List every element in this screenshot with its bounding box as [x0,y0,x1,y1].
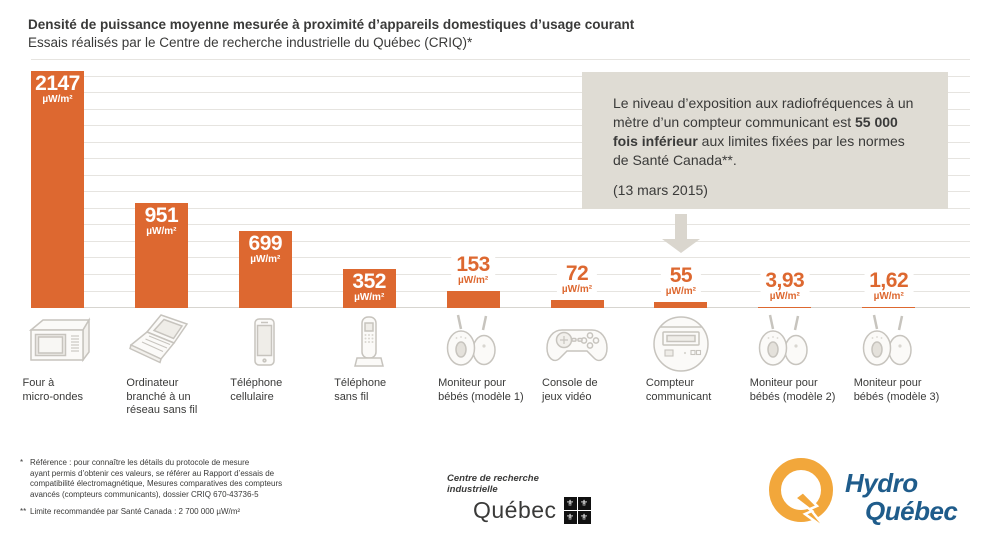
bar-unit: µW/m² [354,292,385,304]
bar-value: 153 [456,253,490,277]
footnote-line: avancés (compteurs communicants), dossier CRIQ 670-43736-5 [30,489,259,499]
footnote [20,507,330,518]
device-label-line: Console de [542,377,598,389]
footnote-line: ayant permis d’obtenir ces valeurs, se référer au Rapport d’essais de [30,468,275,478]
bar-unit: µW/m² [873,290,904,302]
bar-value: 72 [565,262,589,286]
bar-unit: µW/m² [146,226,177,238]
bar-baby-monitor [862,307,915,309]
bar-unit: µW/m² [457,275,489,287]
bar-value-label [864,268,913,304]
baby-monitor-icon [747,313,823,375]
footnote-marker: ** [20,507,27,516]
bar-game-controller [551,300,604,308]
hydro-quebec-logo [763,452,983,537]
callout-text-post: aux limites fixées par les normes de Santé Canada**. [613,133,905,168]
page-subtitle: Essais réalisés par le Centre de recherche industrielle du Québec (CRIQ)* [28,35,473,50]
bar-value: 1,62 [869,268,909,292]
bar-value-label [343,272,396,303]
callout-text-bold: 55 000 fois inférieur [613,114,898,149]
footnote-marker: * [20,458,24,467]
criq-logo-wordmark-row [473,497,591,524]
bar-value-label [135,206,188,237]
page-title: Densité de puissance moyenne mesurée à proximité d’appareils domestiques d’usage courant [28,17,635,32]
device-label-line: Moniteur pour [438,377,506,389]
bar-value-label [239,234,292,265]
down-arrow-icon [675,214,687,240]
device-label-line: bébés (modèle 2) [749,390,836,403]
footnote-line: Limite recommandée par Santé Canada : 2 700 000 µW/m² [30,507,241,516]
baby-monitor-icon [435,313,511,375]
callout-text-pre: Le niveau d’exposition aux radiofréquences à un mètre d’un compteur communicant est [613,95,914,130]
criq-logo [447,474,591,524]
bar-unit: µW/m² [769,290,800,302]
hydro-quebec-logo-line1: Hydro [845,468,918,498]
device-label [646,377,750,404]
bar-value-label [31,74,84,105]
cordless-phone-icon [331,313,407,375]
hydro-quebec-q-lightning-icon [763,456,849,536]
device-label-line: réseau sans fil [126,404,198,416]
quebec-wordmark: Québec [473,497,557,523]
device-label-line: bébés (modèle 1) [438,390,524,403]
device-label [334,377,438,404]
fleur-de-lis-icon: ⚜ [578,511,591,524]
device-label [23,377,127,404]
bar-value: 352 [352,270,386,294]
callout-box [582,72,948,209]
baby-monitor-icon [851,313,927,375]
footnote [20,458,330,500]
bar-smart-meter [654,302,707,308]
device-label-line: Moniteur pour [853,377,922,389]
device-label-line: Téléphone [230,377,283,389]
bar-value: 3,93 [765,268,805,292]
device-label-line: micro-ondes [22,390,84,403]
fleur-de-lis-icon: ⚜ [564,497,577,510]
hydro-quebec-logo-line2: Québec [865,496,958,526]
bar-value-label [661,263,701,299]
device-label-line: sans fil [334,390,369,403]
device-label-line: branché à un [126,390,191,403]
fleur-de-lis-icon: ⚜ [564,511,577,524]
quebec-flag-icon [564,497,591,524]
device-label-line: Compteur [645,377,695,389]
bar-unit: µW/m² [561,284,593,296]
bar-value: 951 [144,204,179,228]
gridline [31,59,970,60]
bar-value-label [760,268,809,304]
baby-monitor-icon [435,313,511,375]
device-label [854,377,958,404]
device-label-line: cellulaire [230,390,274,403]
down-arrow-head-icon [662,239,700,253]
callout-text [613,94,922,170]
game-controller-icon [539,313,615,375]
device-label-line: Four à [22,377,55,389]
microwave-icon [20,313,96,375]
device-label-line: jeux vidéo [542,390,592,403]
bar-value: 55 [669,263,693,287]
baby-monitor-icon [747,313,823,375]
device-label-line: bébés (modèle 3) [853,390,940,403]
bar-baby-monitor [758,307,811,309]
fleur-de-lis-icon: ⚜ [578,497,591,510]
game-controller-icon [539,313,615,375]
footnotes [20,458,330,518]
baby-monitor-icon [851,313,927,375]
bar-value-label [451,255,495,288]
device-label [230,377,334,404]
bar-value: 2147 [35,72,80,96]
bar-baby-monitor [447,291,500,308]
bar-microwave [31,71,84,308]
cellphone-icon [227,313,303,375]
bar-value: 699 [248,232,283,255]
bar-unit: µW/m² [250,254,281,265]
smart-meter-icon [643,313,719,375]
cordless-phone-icon [331,313,407,375]
footnote-line: Référence : pour connaître les détails du protocole de mesure [30,458,250,467]
criq-logo-line2: industrielle [447,483,498,495]
criq-logo-line1: Centre de recherche [447,473,539,484]
bar-unit: µW/m² [42,94,73,106]
device-label-line: Ordinateur [126,377,179,389]
device-label [542,377,646,404]
cellphone-icon [227,313,303,375]
device-label [750,377,854,404]
laptop-icon [123,313,199,375]
bar-value-label [557,264,597,297]
callout-date: (13 mars 2015) [613,182,708,198]
laptop-icon [123,313,199,375]
device-label [126,377,230,418]
microwave-icon [20,313,96,375]
footnote-line: compatibilité électromagnétique, Mesures comparatives des compteurs [30,479,283,488]
device-label-line: Moniteur pour [749,377,818,389]
device-label [438,377,542,404]
device-label-line: Téléphone [334,377,387,389]
bar-unit: µW/m² [665,285,696,297]
device-label-line: communicant [645,390,712,403]
smart-meter-icon [643,313,719,375]
